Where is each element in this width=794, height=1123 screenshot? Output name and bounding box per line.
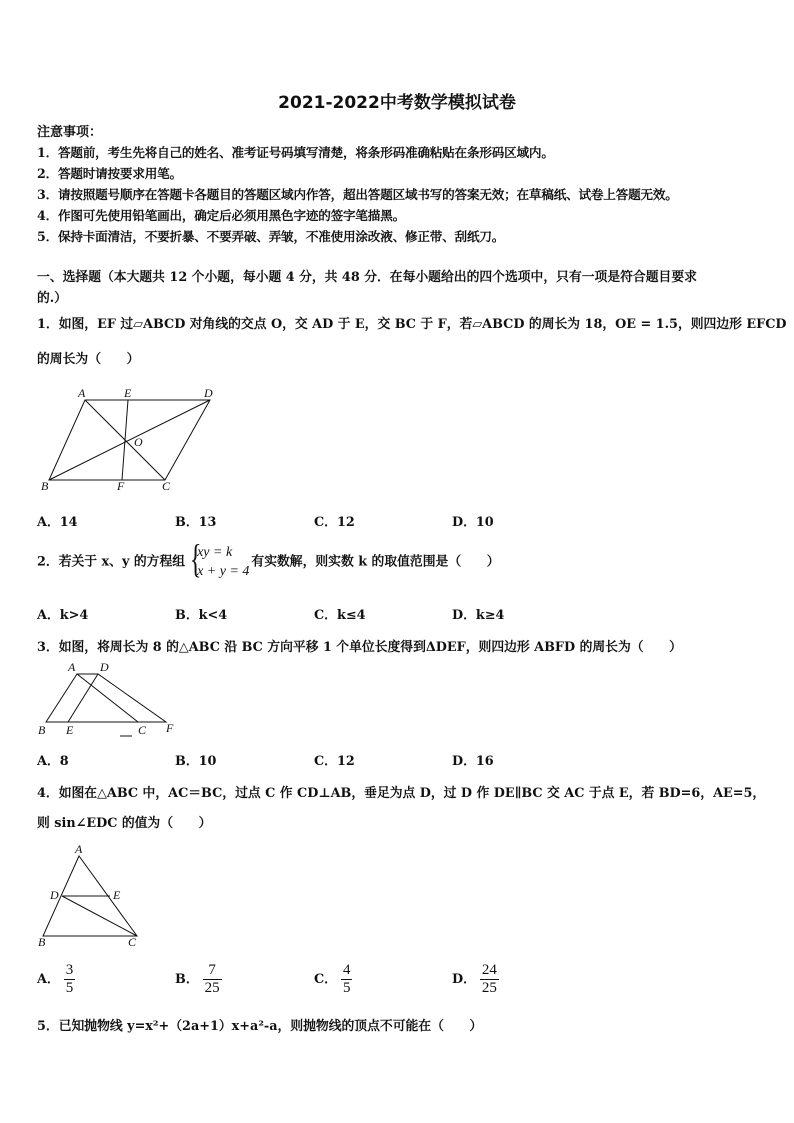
q1-figure-parallelogram [38,384,228,496]
label-B: B [38,723,46,737]
label-D: D [50,888,59,902]
denominator: 25 [204,980,220,996]
denominator: 5 [65,980,74,996]
q1-option-b[interactable]: B．13 [175,515,217,530]
numerator: 24 [481,962,497,978]
denominator: 5 [342,980,351,996]
label-F: F [117,479,125,493]
q1-option-c[interactable]: C．12 [314,515,355,530]
q2-option-c[interactable]: C．k≤4 [314,608,366,623]
option-label: D． [452,972,476,987]
note-item: 4．作图可先使用铅笔画出，确定后必须用黑色字迹的签字笔描黑。 [37,208,405,223]
q4-option-b[interactable] [175,962,222,997]
q2-equation-2: x + y = 4 [197,564,250,579]
label-O: O [134,435,143,449]
q3-option-d[interactable]: D．16 [452,754,494,769]
notes-heading: 注意事项： [37,125,103,140]
fraction [203,962,222,997]
label-E: E [113,888,121,902]
q1-stem-line2: 的周长为（ ） [37,352,140,367]
option-label: B． [175,972,199,987]
fraction [480,962,499,997]
q4-figure-triangle [38,842,148,950]
q3-option-a[interactable]: A．8 [37,754,69,769]
label-C: C [138,723,147,737]
q3-option-c[interactable]: C．12 [314,754,355,769]
q5-stem-line1: 5．已知抛物线 y=x²+（2a+1）x+a²-a，则抛物线的顶点不可能在（ ） [37,1019,483,1034]
label-B: B [38,935,46,949]
numerator: 7 [203,962,222,980]
label-A: A [68,660,76,674]
page-title: 2021-2022中考数学模拟试卷 [278,93,516,113]
option-label: A． [37,972,60,987]
label-E: E [66,723,74,737]
q2-text-before: 2．若关于 x、y 的方程组 [37,554,186,570]
label-C: C [162,479,171,493]
label-A: A [75,842,83,856]
q1-stem-line1: 1．如图，EF 过▱ABCD 对角线的交点 O，交 AD 于 E，交 BC 于 F，若▱ABCD 的周长为 18，OE = 1.5，则四边形 EFCD [37,317,787,332]
section-heading-line2: 的.） [37,291,68,306]
q1-option-d[interactable]: D．10 [452,515,494,530]
label-D: D [204,386,213,400]
q1-option-a[interactable]: A．14 [37,515,78,530]
q3-option-b[interactable]: B．10 [175,754,217,769]
fraction [64,962,76,997]
q4-option-c[interactable] [314,962,352,997]
fraction [341,962,353,997]
section-heading-line1: 一、选择题（本大题共 12 个小题，每小题 4 分，共 48 分．在每小题给出的四个选项中，只有一项是符合题目要求 [37,270,697,285]
q3-stem-line1: 3．如图，将周长为 8 的△ABC 沿 BC 方向平移 1 个单位长度得到ΔDEF，则四边形 ABFD 的周长为（ ） [37,640,682,655]
label-F: F [166,721,174,735]
q2-option-a[interactable]: A．k>4 [37,608,89,623]
q2-equation-1: xy = k [197,545,233,560]
note-item: 1．答题前，考生先将自己的姓名、准考证号码填写清楚，将条形码准确粘贴在条形码区域内。 [37,145,554,160]
option-label: C． [314,972,337,987]
q2-option-d[interactable]: D．k≥4 [452,608,505,623]
label-B: B [41,479,49,493]
q4-option-a[interactable] [37,962,75,997]
label-A: A [78,386,86,400]
q4-stem-line1: 4．如图在△ABC 中，AC＝BC，过点 C 作 CD⊥AB，垂足为点 D，过 D 作 DE∥BC 交 AC 于点 E，若 BD=6，AE=5， [37,786,766,801]
q2-equation-system [187,536,250,581]
brace-glyph: { [189,536,202,581]
numerator: 4 [342,962,351,978]
q2-stem [37,536,500,581]
label-D: D [100,660,109,674]
note-item: 2．答题时请按要求用笔。 [37,166,182,181]
label-E: E [124,386,132,400]
q2-text-after: 有实数解，则实数 k 的取值范围是（ ） [251,554,500,570]
q3-figure-translation [38,660,183,740]
numerator: 3 [65,962,74,978]
q4-stem-line2: 则 sin∠EDC 的值为（ ） [37,816,212,831]
q2-option-b[interactable]: B．k<4 [175,608,228,623]
label-C: C [128,935,137,949]
q4-option-d[interactable] [452,962,499,997]
note-item: 3．请按照题号顺序在答题卡各题目的答题区域内作答，超出答题区域书写的答案无效；在草稿纸、试卷上答题无效。 [37,187,678,202]
note-item: 5．保持卡面清洁，不要折暴、不要弄破、弄皱，不准使用涂改液、修正带、刮纸刀。 [37,229,505,244]
denominator: 25 [481,980,497,996]
